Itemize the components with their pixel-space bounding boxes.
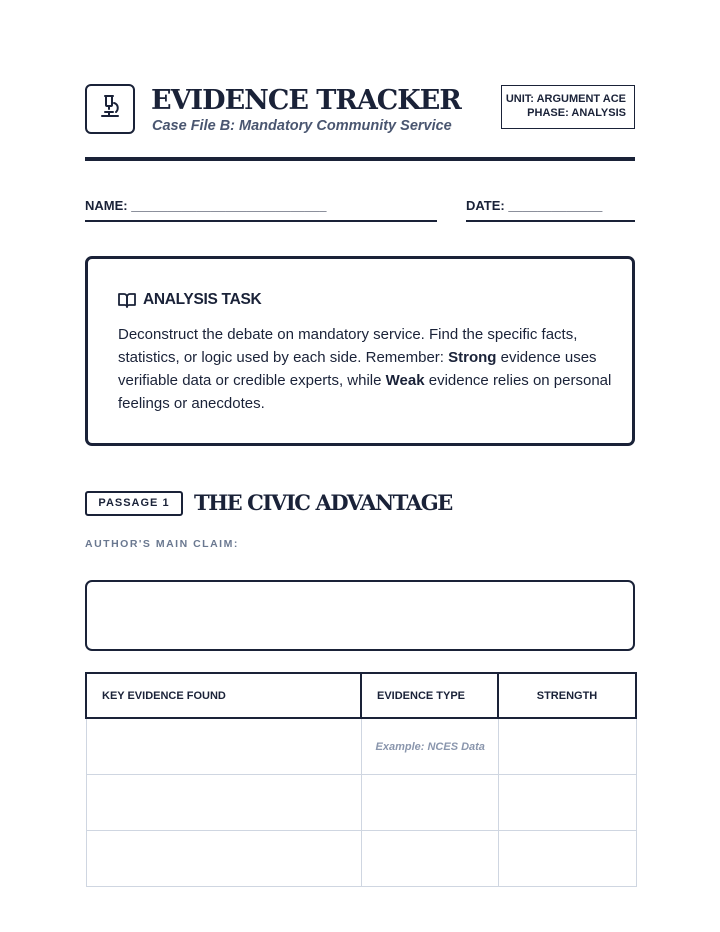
date-label: DATE: _____________ [466, 198, 603, 213]
task-text-part: Deconstruct the debate on mandatory service. Find the specific facts, statistics, or logic used by each side. Remember: [118, 326, 578, 366]
unit-label: UNIT: ARGUMENT ACE [505, 93, 626, 105]
analysis-task-heading [118, 291, 261, 309]
page-subtitle: Case File B: Mandatory Community Service [152, 118, 452, 134]
table-row [86, 718, 636, 775]
strength-cell[interactable] [498, 718, 636, 775]
evidence-cell[interactable] [86, 831, 361, 887]
main-claim-label: AUTHOR'S MAIN CLAIM: [85, 538, 239, 550]
task-text-part: evidence relies on personal feelings or anecdotes. [118, 372, 612, 412]
strength-cell[interactable] [498, 775, 636, 831]
header [85, 84, 635, 140]
header-divider [85, 157, 635, 161]
page-title: EVIDENCE TRACKER [151, 85, 461, 116]
evidence-cell[interactable] [86, 718, 361, 775]
passage-badge: PASSAGE 1 [85, 491, 183, 516]
evidence-type-cell[interactable]: Example: NCES Data [361, 718, 498, 775]
table-row [86, 775, 636, 831]
main-claim-input[interactable] [85, 580, 635, 651]
name-label: NAME: ___________________________ [85, 198, 327, 213]
column-header-type: EVIDENCE TYPE [361, 673, 498, 718]
name-field[interactable] [85, 198, 437, 222]
microscope-icon [97, 93, 123, 126]
column-header-strength: STRENGTH [498, 673, 636, 718]
book-open-icon [118, 292, 136, 308]
strength-cell[interactable] [498, 831, 636, 887]
evidence-table [85, 672, 637, 887]
evidence-type-cell[interactable] [361, 831, 498, 887]
phase-label: PHASE: ANALYSIS [527, 107, 626, 119]
strong-word: Strong [448, 349, 497, 366]
evidence-cell[interactable] [86, 775, 361, 831]
evidence-type-cell[interactable] [361, 775, 498, 831]
task-text-part: evidence uses verifiable data or credible experts, while [118, 349, 597, 389]
table-row [86, 831, 636, 887]
weak-word: Weak [385, 372, 425, 389]
analysis-task-title: ANALYSIS TASK [143, 291, 262, 308]
table-header-row [86, 673, 636, 718]
column-header-evidence: KEY EVIDENCE FOUND [86, 673, 361, 718]
logo [85, 84, 135, 134]
date-field[interactable] [466, 198, 635, 222]
unit-phase-box [501, 85, 635, 129]
analysis-task-box [85, 256, 635, 446]
analysis-task-text [118, 323, 613, 415]
passage-title: THE CIVIC ADVANTAGE [194, 490, 452, 515]
